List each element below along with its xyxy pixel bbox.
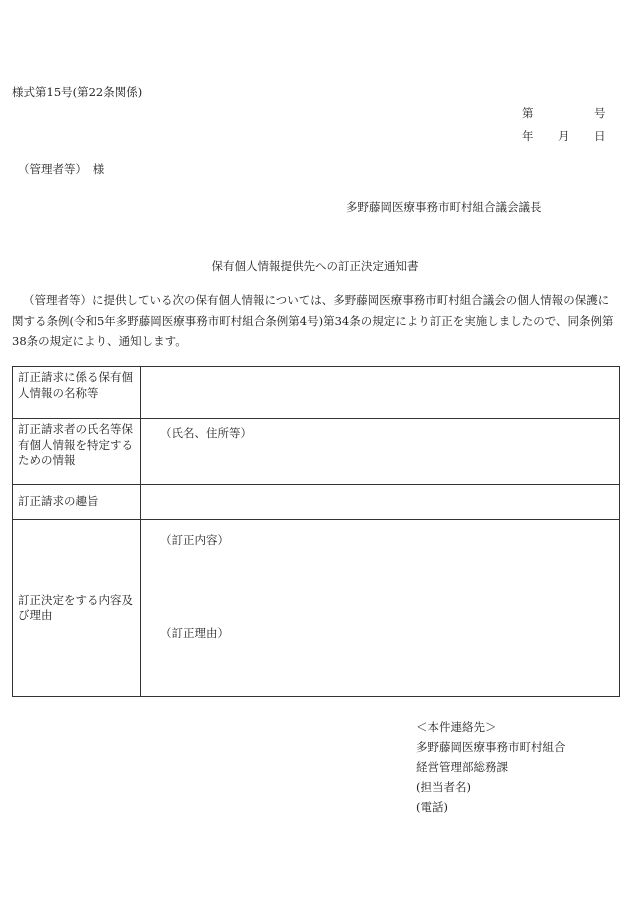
row4-note-content: （訂正内容） [160, 533, 229, 547]
contact-phone: (電話) [416, 800, 448, 814]
contact-block [416, 717, 566, 817]
contact-org: 多野藤岡医療事務市町村組合 [416, 740, 566, 754]
notification-table [12, 366, 620, 697]
form-number: 様式第15号(第22条関係) [12, 85, 143, 99]
contact-heading: ＜本件連絡先＞ [416, 720, 497, 734]
date-line [522, 125, 612, 148]
contact-person: (担当者名) [416, 780, 471, 794]
row3-label: 訂正請求の趣旨 [13, 485, 141, 520]
table-row [13, 419, 620, 485]
row1-label: 訂正請求に係る保有個人情報の名称等 [13, 367, 141, 419]
body-paragraph: （管理者等）に提供している次の保有個人情報については、多野藤岡医療事務市町村組合議会の個人情報の保護に関する条例(令和5年多野藤岡医療事務市町村組合条例第4号)第34条の規定により訂正を実施しましたので、同条例第38条の規定により、通知します。 [12, 293, 614, 348]
month-label: 月 [558, 129, 570, 143]
document-number-line [522, 102, 612, 125]
row2-label: 訂正請求者の氏名等保有個人情報を特定するための情報 [13, 419, 141, 485]
row3-value [141, 485, 620, 520]
number-go-label: 号 [594, 106, 606, 120]
row2-value [141, 419, 620, 485]
table-row [13, 520, 620, 697]
contact-dept: 経営管理部総務課 [416, 760, 508, 774]
issuer-name: 多野藤岡医療事務市町村組合議会議長 [346, 200, 542, 214]
document-title: 保有個人情報提供先への訂正決定通知書 [211, 259, 419, 273]
recipient: （管理者等） 様 [18, 162, 105, 176]
row4-note-reason: （訂正理由） [160, 626, 229, 640]
year-label: 年 [522, 129, 534, 143]
number-dai-label: 第 [522, 106, 534, 120]
document-number-date [522, 102, 612, 148]
row2-note: （氏名、住所等） [160, 426, 252, 440]
row1-value [141, 367, 620, 419]
day-label: 日 [594, 129, 606, 143]
row4-label: 訂正決定をする内容及び理由 [13, 520, 141, 697]
table-row [13, 485, 620, 520]
table-row [13, 367, 620, 419]
row4-value [141, 520, 620, 697]
